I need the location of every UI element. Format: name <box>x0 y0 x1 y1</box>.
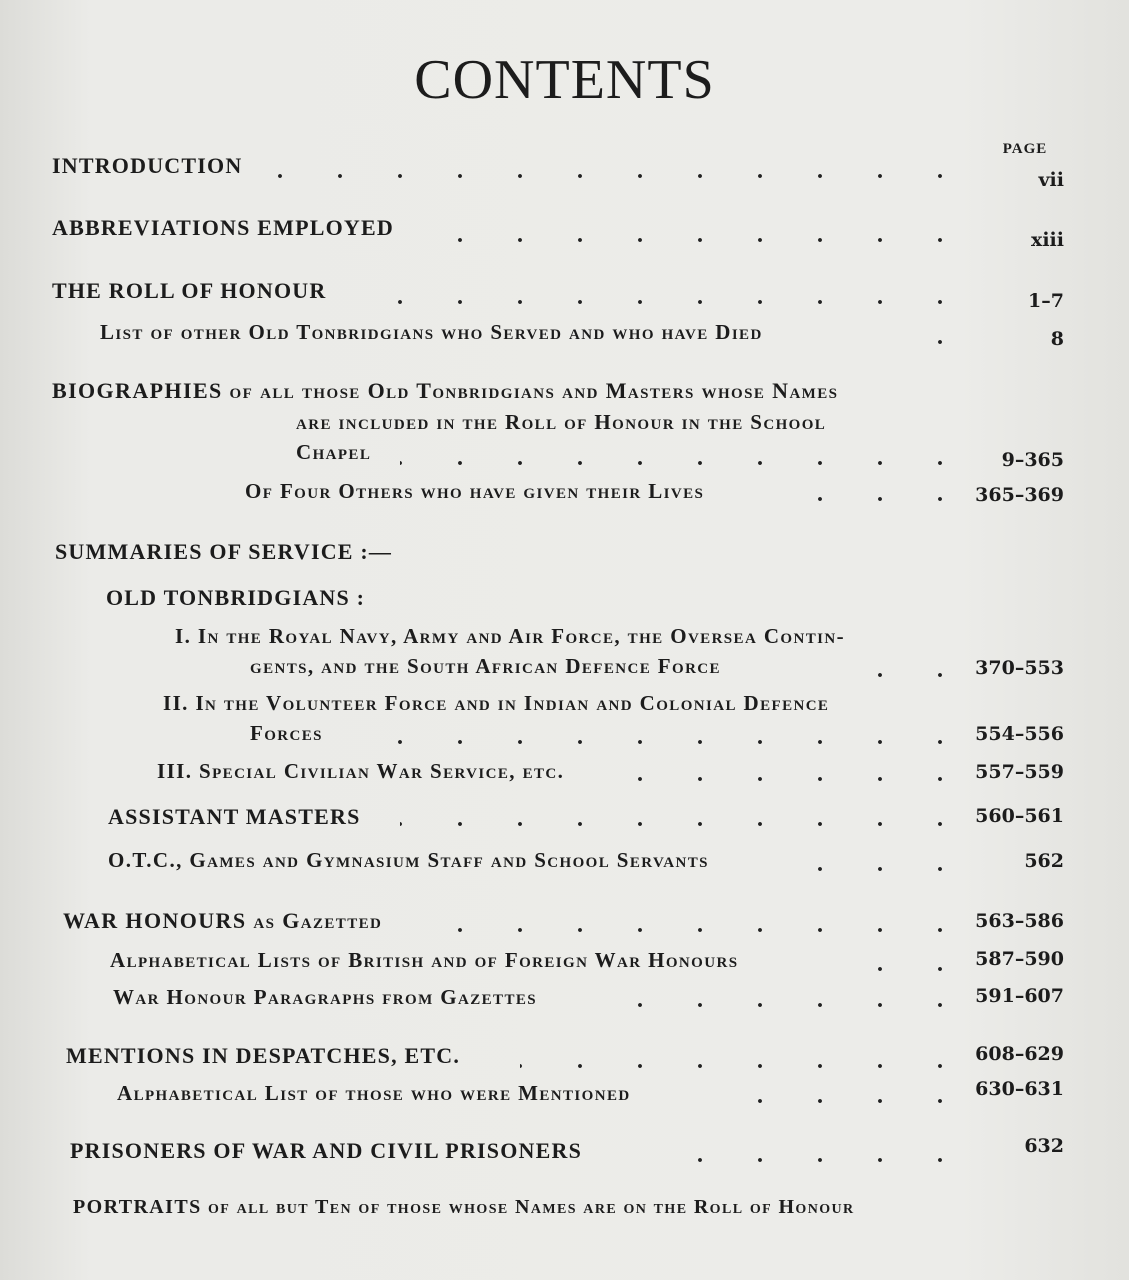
dot-leader <box>810 864 970 874</box>
toc-entry-summary-i-line-2: gents, and the South African Defence Force <box>250 654 721 678</box>
toc-subsection-old-tonbridgians: OLD TONBRIDGIANS : <box>106 585 366 610</box>
toc-entry-war-honour-paragraphs[interactable]: War Honour Paragraphs from Gazettes <box>113 985 538 1009</box>
toc-page-abbreviations: xiii <box>1031 229 1064 251</box>
page-title: CONTENTS <box>414 49 715 111</box>
dot-leader <box>270 171 970 181</box>
toc-entry-roll-of-honour[interactable]: THE ROLL OF HONOUR <box>52 278 327 303</box>
dot-leader <box>450 235 970 245</box>
toc-page-summary-ii: 554–556 <box>975 723 1064 745</box>
dot-leader <box>520 1061 970 1071</box>
toc-page-biographies: 9–365 <box>1001 449 1064 471</box>
toc-entry-portraits[interactable]: PORTRAITS of all but Ten of those whose Names are on the Roll of Honour <box>73 1196 855 1218</box>
toc-entry-biographies-line-1[interactable]: BIOGRAPHIES of all those Old Tonbridgians and Masters whose Names <box>52 378 839 403</box>
toc-entry-assistant-masters[interactable]: ASSISTANT MASTERS <box>108 804 361 829</box>
toc-page-war-honour-paragraphs: 591–607 <box>975 985 1064 1007</box>
dot-leader <box>840 670 970 680</box>
dot-leader <box>630 774 970 784</box>
toc-entry-biographies-line-2: are included in the Roll of Honour in the School <box>296 410 827 434</box>
toc-entry-alphabetical-list-mentioned[interactable]: Alphabetical List of those who were Mentioned <box>117 1081 631 1105</box>
toc-page-alphabetical-list-mentioned: 630–631 <box>975 1078 1064 1100</box>
toc-entry-summary-ii-line-2: Forces <box>250 721 323 745</box>
page-column-heading: PAGE <box>1002 141 1048 157</box>
dot-leader <box>870 964 970 974</box>
toc-page-alphabetical-lists-honours: 587–590 <box>975 948 1064 970</box>
toc-page-introduction: vii <box>1038 169 1064 191</box>
toc-entry-war-honours[interactable]: WAR HONOURS as Gazetted <box>63 908 383 933</box>
dot-leader <box>400 458 970 468</box>
dot-leader <box>750 1096 970 1106</box>
dot-leader <box>690 1155 970 1165</box>
toc-entry-prisoners-of-war[interactable]: PRISONERS OF WAR AND CIVIL PRISONERS <box>70 1138 583 1163</box>
dot-leader <box>810 494 970 504</box>
dot-leader <box>630 1000 970 1010</box>
toc-page-otc-games-staff: 562 <box>1024 850 1064 872</box>
toc-page-prisoners-of-war: 632 <box>1024 1135 1064 1157</box>
toc-page-summary-iii: 557–559 <box>975 761 1064 783</box>
toc-entry-biographies-line-3: Chapel <box>296 440 372 464</box>
toc-page-roll-of-honour: 1–7 <box>1028 290 1064 312</box>
toc-entry-summary-iii[interactable]: III. Special Civilian War Service, etc. <box>157 759 565 783</box>
toc-page-war-honours: 563–586 <box>975 910 1064 932</box>
toc-entry-introduction[interactable]: INTRODUCTION <box>52 153 243 178</box>
toc-entry-summary-ii-line-1[interactable]: II. In the Volunteer Force and in Indian and Colonial Defence <box>163 691 830 715</box>
toc-page-mentions-in-despatches: 608–629 <box>975 1043 1064 1065</box>
dot-leader <box>345 737 970 747</box>
toc-page-summary-i: 370–553 <box>975 657 1064 679</box>
toc-entry-other-old-tonbridgians[interactable]: List of other Old Tonbridgians who Served and who have Died <box>100 320 763 344</box>
dot-leader <box>400 819 970 829</box>
toc-entry-mentions-in-despatches[interactable]: MENTIONS IN DESPATCHES, ETC. <box>66 1043 461 1068</box>
toc-entry-otc-games-staff[interactable]: O.T.C., Games and Gymnasium Staff and School Servants <box>108 848 709 872</box>
toc-page-other-old-tonbridgians: 8 <box>1050 328 1064 350</box>
toc-entry-four-others[interactable]: Of Four Others who have given their Lives <box>245 479 705 503</box>
toc-entry-abbreviations[interactable]: ABBREVIATIONS EMPLOYED <box>52 215 394 240</box>
toc-page-four-others: 365–369 <box>975 484 1064 506</box>
toc-section-summaries-of-service: SUMMARIES OF SERVICE :— <box>55 539 393 564</box>
toc-entry-alphabetical-lists-honours[interactable]: Alphabetical Lists of British and of Foreign War Honours <box>110 948 739 972</box>
toc-entry-summary-i-line-1[interactable]: I. In the Royal Navy, Army and Air Force, the Oversea Contin- <box>175 624 845 648</box>
dot-leader <box>930 337 970 347</box>
toc-page-assistant-masters: 560–561 <box>975 805 1064 827</box>
dot-leader <box>385 297 970 307</box>
dot-leader <box>455 925 970 935</box>
